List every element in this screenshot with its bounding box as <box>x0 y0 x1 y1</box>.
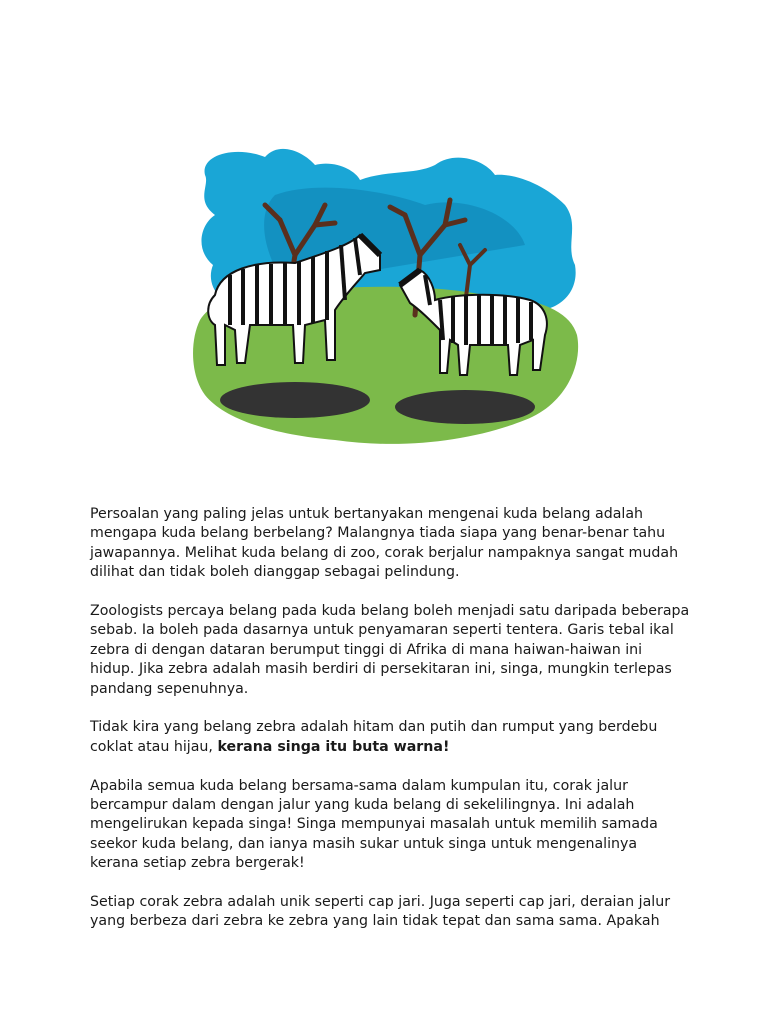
zebra-shadow-right <box>395 390 535 424</box>
article-text <box>90 505 690 951</box>
paragraph-2: Zoologists percaya belang pada kuda belang boleh menjadi satu daripada beberapa sebab. Ia boleh pada dasarnya untuk penyamaran seperti tentera. Garis tebal ikal zebra di dengan dataran berumput tinggi di Afrika di mana haiwan-haiwan ini hidup. Jika zebra adalah masih berdiri di persekitaran ini, singa, mungkin terlepas pandang sepenuhnya. <box>90 603 690 697</box>
paragraph-3-emphasis: kerana singa itu buta warna! <box>217 738 450 755</box>
zebra-illustration-svg <box>185 135 585 455</box>
zebra-illustration <box>185 135 585 455</box>
paragraph-1: Persoalan yang paling jelas untuk bertanyakan mengenai kuda belang adalah mengapa kuda belang berbelang? Malangnya tiada siapa yang benar-benar tahu jawapannya. Melihat kuda belang di zoo, corak berjalur nampaknya sangat mudah dilihat dan tidak boleh dianggap sebagai pelindung. <box>90 506 679 581</box>
paragraph-3: Tidak kira yang belang zebra adalah hitam dan putih dan rumput yang berdebu coklat atau hijau, kerana singa itu buta warna! <box>90 719 658 755</box>
paragraph-5: Setiap corak zebra adalah unik seperti cap jari. Juga seperti cap jari, deraian jalur yang berbeza dari zebra ke zebra yang lain tidak tepat dan sama sama. Apakah <box>90 894 671 930</box>
zebra-shadow-left <box>220 382 370 418</box>
paragraph-4: Apabila semua kuda belang bersama-sama dalam kumpulan itu, corak jalur bercampur dalam dengan jalur yang kuda belang di sekelilingnya. Ini adalah mengelirukan kepada singa! Singa mempunyai masalah untuk memilih samada seekor kuda belang, dan ianya masih sukar untuk singa untuk mengenalinya kerana setiap zebra bergerak! <box>90 777 658 872</box>
